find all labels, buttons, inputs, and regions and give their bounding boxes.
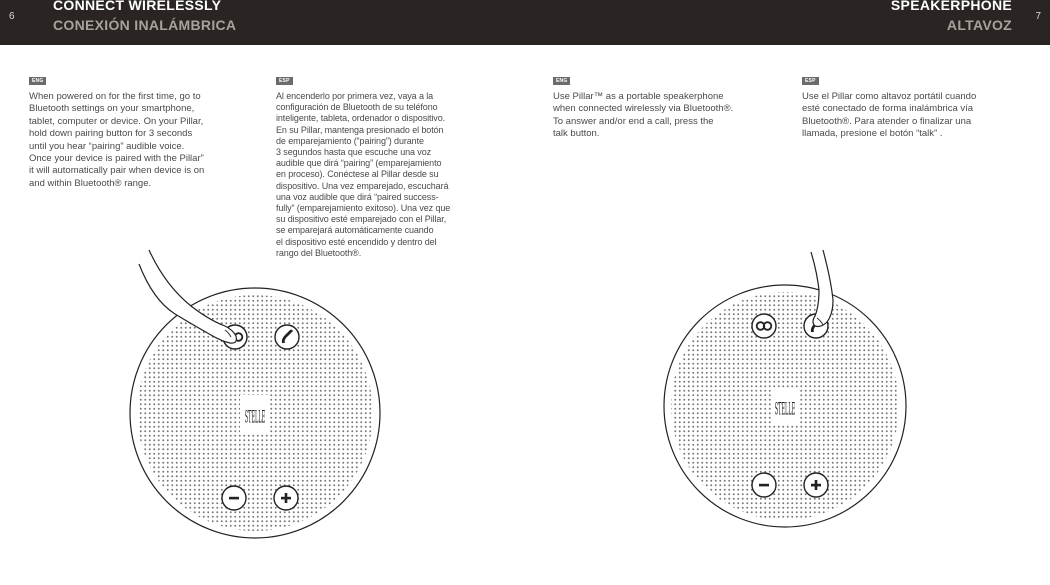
- volume-up-button[interactable]: [804, 473, 828, 497]
- page-header: [0, 0, 1050, 45]
- speakerphone-instructions-english: [553, 91, 783, 141]
- stelle-logo: STELLE: [774, 398, 796, 419]
- text-line: Use el Pillar como altavoz portátil cuando: [802, 91, 977, 102]
- text-line: audible que dirá “pairing” (emparejamiento: [276, 158, 442, 169]
- right-page-number: 7: [1035, 11, 1041, 22]
- language-tag-esp: ESP: [276, 77, 293, 85]
- stelle-logo: STELLE: [244, 406, 266, 427]
- pairing-instructions-spanish: [276, 91, 521, 259]
- pairing-english-column: [29, 69, 259, 190]
- text-line: when connected wirelessly via Bluetooth®.: [553, 103, 734, 115]
- text-line: until you hear “pairing” audible voice.: [29, 140, 185, 152]
- text-line: To answer and/or end a call, press the: [553, 115, 714, 127]
- text-line: una voz audible que dirá “paired success-: [276, 191, 439, 202]
- speakerphone-instructions-spanish: [802, 91, 1042, 141]
- speakerphone-english-column: [553, 69, 783, 141]
- text-line: tablet, computer or device. On your Pillar,: [29, 115, 204, 127]
- volume-down-button[interactable]: [222, 486, 246, 510]
- text-line: talk button.: [553, 128, 600, 140]
- left-page-number: 6: [9, 11, 15, 22]
- text-line: llamada, presione el botón “talk” .: [802, 128, 943, 140]
- left-title-english: CONNECT WIRELESSLY: [53, 0, 222, 13]
- pairing-spanish-column: [276, 69, 521, 259]
- talk-button[interactable]: [275, 325, 299, 349]
- text-line: inteligente, tableta, ordenador o dispositivo.: [276, 113, 446, 124]
- text-line: 3 segundos hasta que escuche una voz: [276, 147, 432, 158]
- text-line: and within Bluetooth® range.: [29, 177, 152, 189]
- text-line: de emparejamiento (“pairing”) durante: [276, 135, 424, 146]
- text-line: When powered on for the first time, go to: [29, 91, 201, 102]
- speaker-talk-illustration: [655, 240, 915, 585]
- text-line: Once your device is paired with the Pillar”: [29, 153, 204, 165]
- pairing-instructions-english: [29, 91, 259, 190]
- text-line: configuración de Bluetooth de su teléfono: [276, 102, 438, 113]
- language-tag-esp: ESP: [802, 77, 819, 85]
- text-line: esté conectado de forma inalámbrica vía: [802, 103, 974, 115]
- text-line: Use Pillar™ as a portable speakerphone: [553, 91, 724, 102]
- text-line: en proceso). Conéctese al Pillar desde su: [276, 169, 439, 180]
- minus-icon: [759, 484, 769, 487]
- volume-down-button[interactable]: [752, 473, 776, 497]
- text-line: Bluetooth®. Para atender o finalizar una: [802, 115, 972, 127]
- text-line: fully” (emparejamiento exitoso). Una vez que: [276, 203, 451, 214]
- minus-icon: [229, 497, 239, 500]
- language-tag-eng: ENG: [553, 77, 570, 85]
- left-title-spanish: CONEXIÓN INALÁMBRICA: [53, 17, 237, 33]
- text-line: se emparejará automáticamente cuando: [276, 225, 434, 236]
- text-line: Al encenderlo por primera vez, vaya a la: [276, 91, 434, 101]
- speaker-pairing-illustration: [125, 240, 385, 585]
- right-title-spanish: ALTAVOZ: [946, 17, 1012, 33]
- right-title-english: SPEAKERPHONE: [890, 0, 1012, 13]
- speakerphone-spanish-column: [802, 69, 1042, 141]
- language-tag-eng: ENG: [29, 77, 46, 85]
- volume-up-button[interactable]: [274, 486, 298, 510]
- text-line: it will automatically pair when device is on: [29, 165, 205, 177]
- text-line: rango del Bluetooth®.: [276, 247, 362, 258]
- text-line: Bluetooth settings on your smartphone,: [29, 103, 195, 115]
- pairing-button[interactable]: [752, 314, 776, 338]
- text-line: En su Pillar, mantenga presionado el botón: [276, 124, 444, 135]
- text-line: hold down pairing button for 3 seconds: [29, 128, 193, 140]
- text-line: el dispositivo esté encendido y dentro del: [276, 236, 437, 247]
- text-line: su dispositivo esté emparejado con el Pillar,: [276, 214, 447, 225]
- text-line: dispositivo. Una vez emparejado, escuchará: [276, 180, 449, 191]
